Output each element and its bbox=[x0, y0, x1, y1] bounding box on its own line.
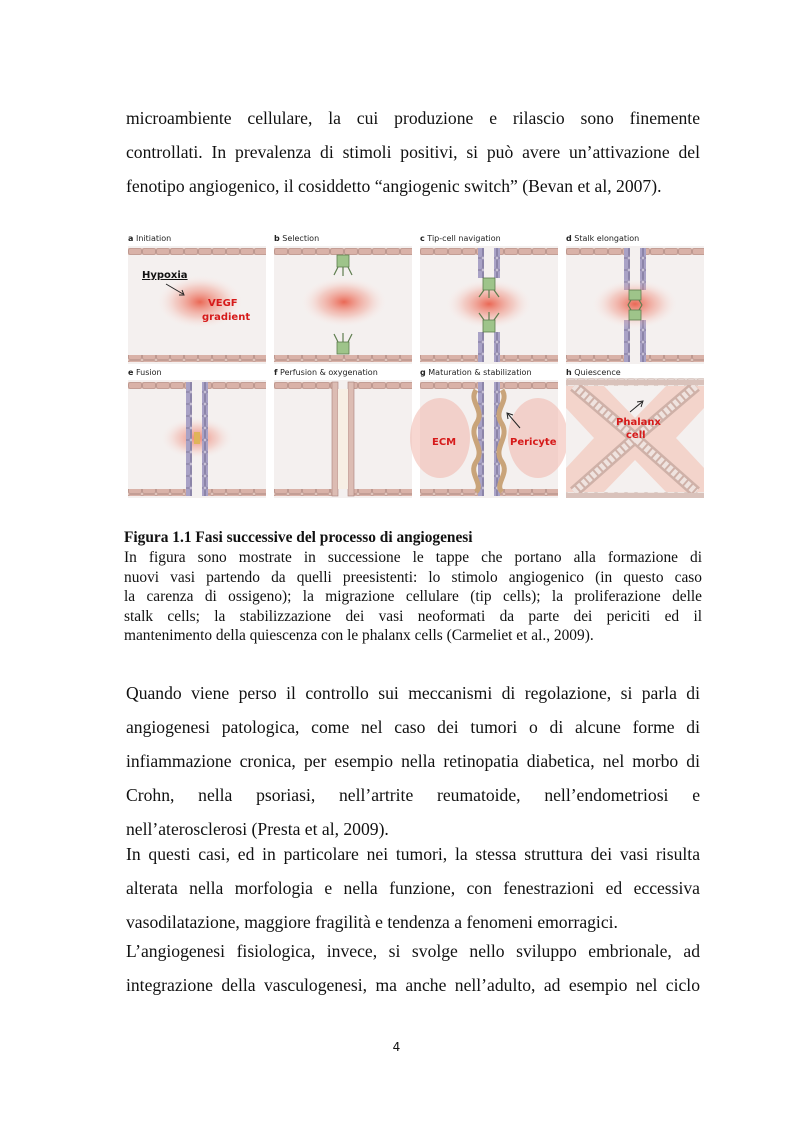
cell-label: cell bbox=[626, 430, 646, 441]
caption-body bbox=[124, 548, 702, 646]
text-line: In questi casi, ed in particolare nei tumori, la stessa struttura dei vasi risulta bbox=[126, 844, 700, 864]
ecm-label: ECM bbox=[432, 437, 457, 448]
paragraph-1 bbox=[126, 101, 700, 203]
caption-line: In figura sono mostrate in successione le tappe che portano alla formazione di bbox=[124, 549, 702, 566]
gradient-label: gradient bbox=[202, 312, 251, 323]
page-number: 4 bbox=[392, 1040, 401, 1054]
text-line: Crohn, nella psoriasi, nell’artrite reumatoide, nell’endometriosi e bbox=[126, 785, 700, 805]
panel-f bbox=[274, 368, 412, 498]
panel-d bbox=[566, 234, 704, 364]
panel-b-label: b Selection bbox=[274, 234, 320, 243]
angiogenesis-figure bbox=[124, 228, 710, 498]
text-line: infiammazione cronica, per esempio nella retinopatia diabetica, nel morbo di bbox=[126, 751, 700, 771]
panel-h-label: h Quiescence bbox=[566, 368, 621, 377]
panel-g bbox=[410, 368, 568, 498]
caption-line: stalk cells; la stabilizzazione dei vasi neoformati da parte dei periciti ed il bbox=[124, 607, 702, 625]
text-line: controllati. In prevalenza di stimoli positivi, si può avere un’attivazione del bbox=[126, 142, 700, 162]
panel-e bbox=[128, 368, 266, 498]
text-line: vasodilatazione, maggiore fragilità e tendenza a fenomeni emorragici. bbox=[126, 912, 618, 932]
text-line: microambiente cellulare, la cui produzione e rilascio sono finemente bbox=[126, 108, 700, 128]
text-line: alterata nella morfologia e nella funzione, con fenestrazioni ed eccessiva bbox=[126, 878, 700, 898]
panel-a-label: a Initiation bbox=[128, 234, 172, 243]
pericyte-label: Pericyte bbox=[510, 437, 557, 448]
panel-h bbox=[566, 368, 704, 498]
hypoxia-label: Hypoxia bbox=[142, 270, 188, 281]
text-line: integrazione della vasculogenesi, ma anche nell’adulto, ad esempio nel ciclo bbox=[126, 975, 700, 995]
panel-d-label: d Stalk elongation bbox=[566, 234, 640, 243]
text-line: nell’aterosclerosi (Presta et al, 2009). bbox=[126, 819, 389, 839]
vegf-label: VEGF bbox=[208, 298, 238, 309]
tip-cell bbox=[337, 255, 349, 267]
panel-f-label: f Perfusion & oxygenation bbox=[274, 368, 378, 377]
panel-e-label: e Fusion bbox=[128, 368, 162, 377]
panel-b bbox=[274, 234, 412, 364]
phalanx-label: Phalanx bbox=[616, 417, 661, 428]
text-line: angiogenesi patologica, come nel caso dei tumori o di alcune forme di bbox=[126, 717, 700, 737]
panel-c bbox=[420, 234, 558, 364]
paragraph-2 bbox=[126, 676, 700, 846]
paragraph-3 bbox=[126, 837, 700, 939]
caption-line: mantenimento della quiescenza con le phalanx cells (Carmeliet et al., 2009). bbox=[124, 627, 594, 645]
panel-a bbox=[128, 234, 266, 364]
caption-line: nuovi vasi partendo da quelli preesistenti: lo stimolo angiogenico (in questo caso bbox=[124, 568, 702, 586]
tip-cell bbox=[337, 342, 349, 354]
panel-g-label: g Maturation & stabilization bbox=[420, 368, 532, 377]
text-line: L’angiogenesi fisiologica, invece, si svolge nello sviluppo embrionale, ad bbox=[126, 941, 700, 961]
caption-title: Figura 1.1 Fasi successive del processo di angiogenesi bbox=[124, 529, 473, 546]
caption-line: la carenza di ossigeno); la migrazione cellulare (tip cells); la proliferazione delle bbox=[124, 588, 702, 606]
figure-caption bbox=[124, 528, 702, 646]
paragraph-4 bbox=[126, 934, 700, 1002]
panel-c-label: c Tip-cell navigation bbox=[420, 234, 501, 243]
text-line: Quando viene perso il controllo sui meccanismi di regolazione, si parla di bbox=[126, 683, 700, 703]
text-line: fenotipo angiogenico, il cosiddetto “angiogenic switch” (Bevan et al, 2007). bbox=[126, 176, 662, 196]
